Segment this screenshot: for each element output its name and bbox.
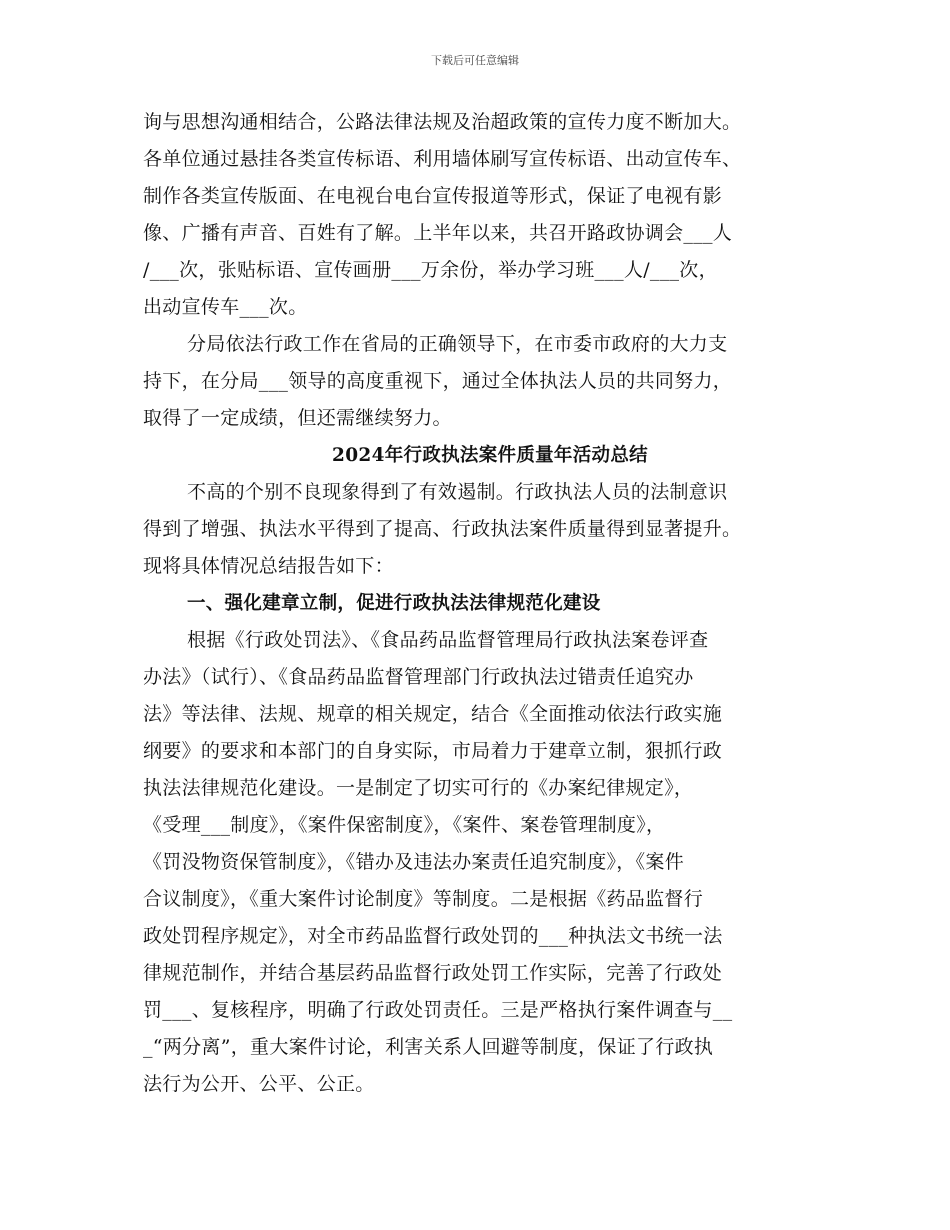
paragraph-4-line-7: 《罚没物资保管制度》，《错办及违法办案责任追究制度》，《案件	[143, 851, 685, 873]
paragraph-1-line-1: 询与思想沟通相结合，公路法律法规及治超政策的宣传力度不断加大。	[143, 111, 742, 133]
paragraph-1-line-2: 各单位通过悬挂各类宣传标语、利用墙体刷写宣传标语、出动宣传车、	[143, 148, 742, 170]
document-title: 2024年行政执法案件质量年活动总结	[332, 445, 648, 466]
paragraph-2-line-2: 持下，在分局___领导的高度重视下，通过全体执法人员的共同努力，	[143, 370, 733, 392]
paragraph-1-line-3: 制作各类宣传版面、在电视台电台宣传报道等形式，保证了电视有影	[143, 185, 723, 207]
paragraph-1-line-6: 出动宣传车___次。	[143, 296, 308, 318]
section-1-heading: 一、强化建章立制，促进行政执法法律规范化建设	[187, 593, 601, 614]
paragraph-4-line-12: _“两分离”，重大案件讨论，利害关系人回避等制度，保证了行政执	[143, 1036, 714, 1058]
paragraph-4-line-8: 合议制度》，《重大案件讨论制度》等制度。二是根据《药品监督行	[143, 888, 704, 910]
paragraph-4-line-10: 律规范制作，并结合基层药品监督行政处罚工作实际，完善了行政处	[143, 962, 723, 984]
paragraph-4-line-4: 纲要》的要求和本部门的自身实际，市局着力于建章立制，狠抓行政	[143, 740, 723, 762]
paragraph-4-line-9: 政处罚程序规定》，对全市药品监督行政处罚的___种执法文书统一法	[143, 925, 723, 947]
document-body	[143, 104, 823, 1103]
paragraph-2-line-1: 分局依法行政工作在省局的正确领导下，在市委市政府的大力支	[187, 333, 728, 355]
paragraph-1-line-4: 像、广播有声音、百姓有了解。上半年以来，共召开路政协调会___人	[143, 222, 733, 244]
page-header: 下载后可任意编辑	[431, 54, 519, 67]
paragraph-2-line-3: 取得了一定成绩，但还需继续努力。	[143, 407, 452, 429]
paragraph-3-line-1: 不高的个别不良现象得到了有效遏制。行政执法人员的法制意识	[187, 481, 728, 503]
paragraph-4-line-6: 《受理___制度》，《案件保密制度》，《案件、案卷管理制度》，	[143, 814, 666, 836]
paragraph-4-line-11: 罚___、复核程序，明确了行政处罚责任。三是严格执行案件调查与__	[143, 999, 733, 1021]
paragraph-4-line-13: 法行为公开、公平、公正。	[143, 1073, 375, 1095]
paragraph-4-line-5: 执法法律规范化建设。一是制定了切实可行的《办案纪律规定》，	[143, 777, 694, 799]
paragraph-4-line-2: 办法》（试行）、《食品药品监督管理部门行政执法过错责任追究办	[143, 666, 694, 688]
paragraph-3-line-3: 现将具体情况总结报告如下：	[143, 555, 394, 577]
paragraph-3-line-2: 得到了增强、执法水平得到了提高、行政执法案件质量得到显著提升。	[143, 518, 742, 540]
paragraph-1-line-5: /___次，张贴标语、宣传画册___万余份，举办学习班___人/___次，	[143, 259, 718, 281]
paragraph-4-line-3: 法》等法律、法规、规章的相关规定，结合《全面推动依法行政实施	[143, 703, 723, 725]
paragraph-4-line-1: 根据《行政处罚法》、《食品药品监督管理局行政执法案卷评查	[187, 629, 709, 651]
